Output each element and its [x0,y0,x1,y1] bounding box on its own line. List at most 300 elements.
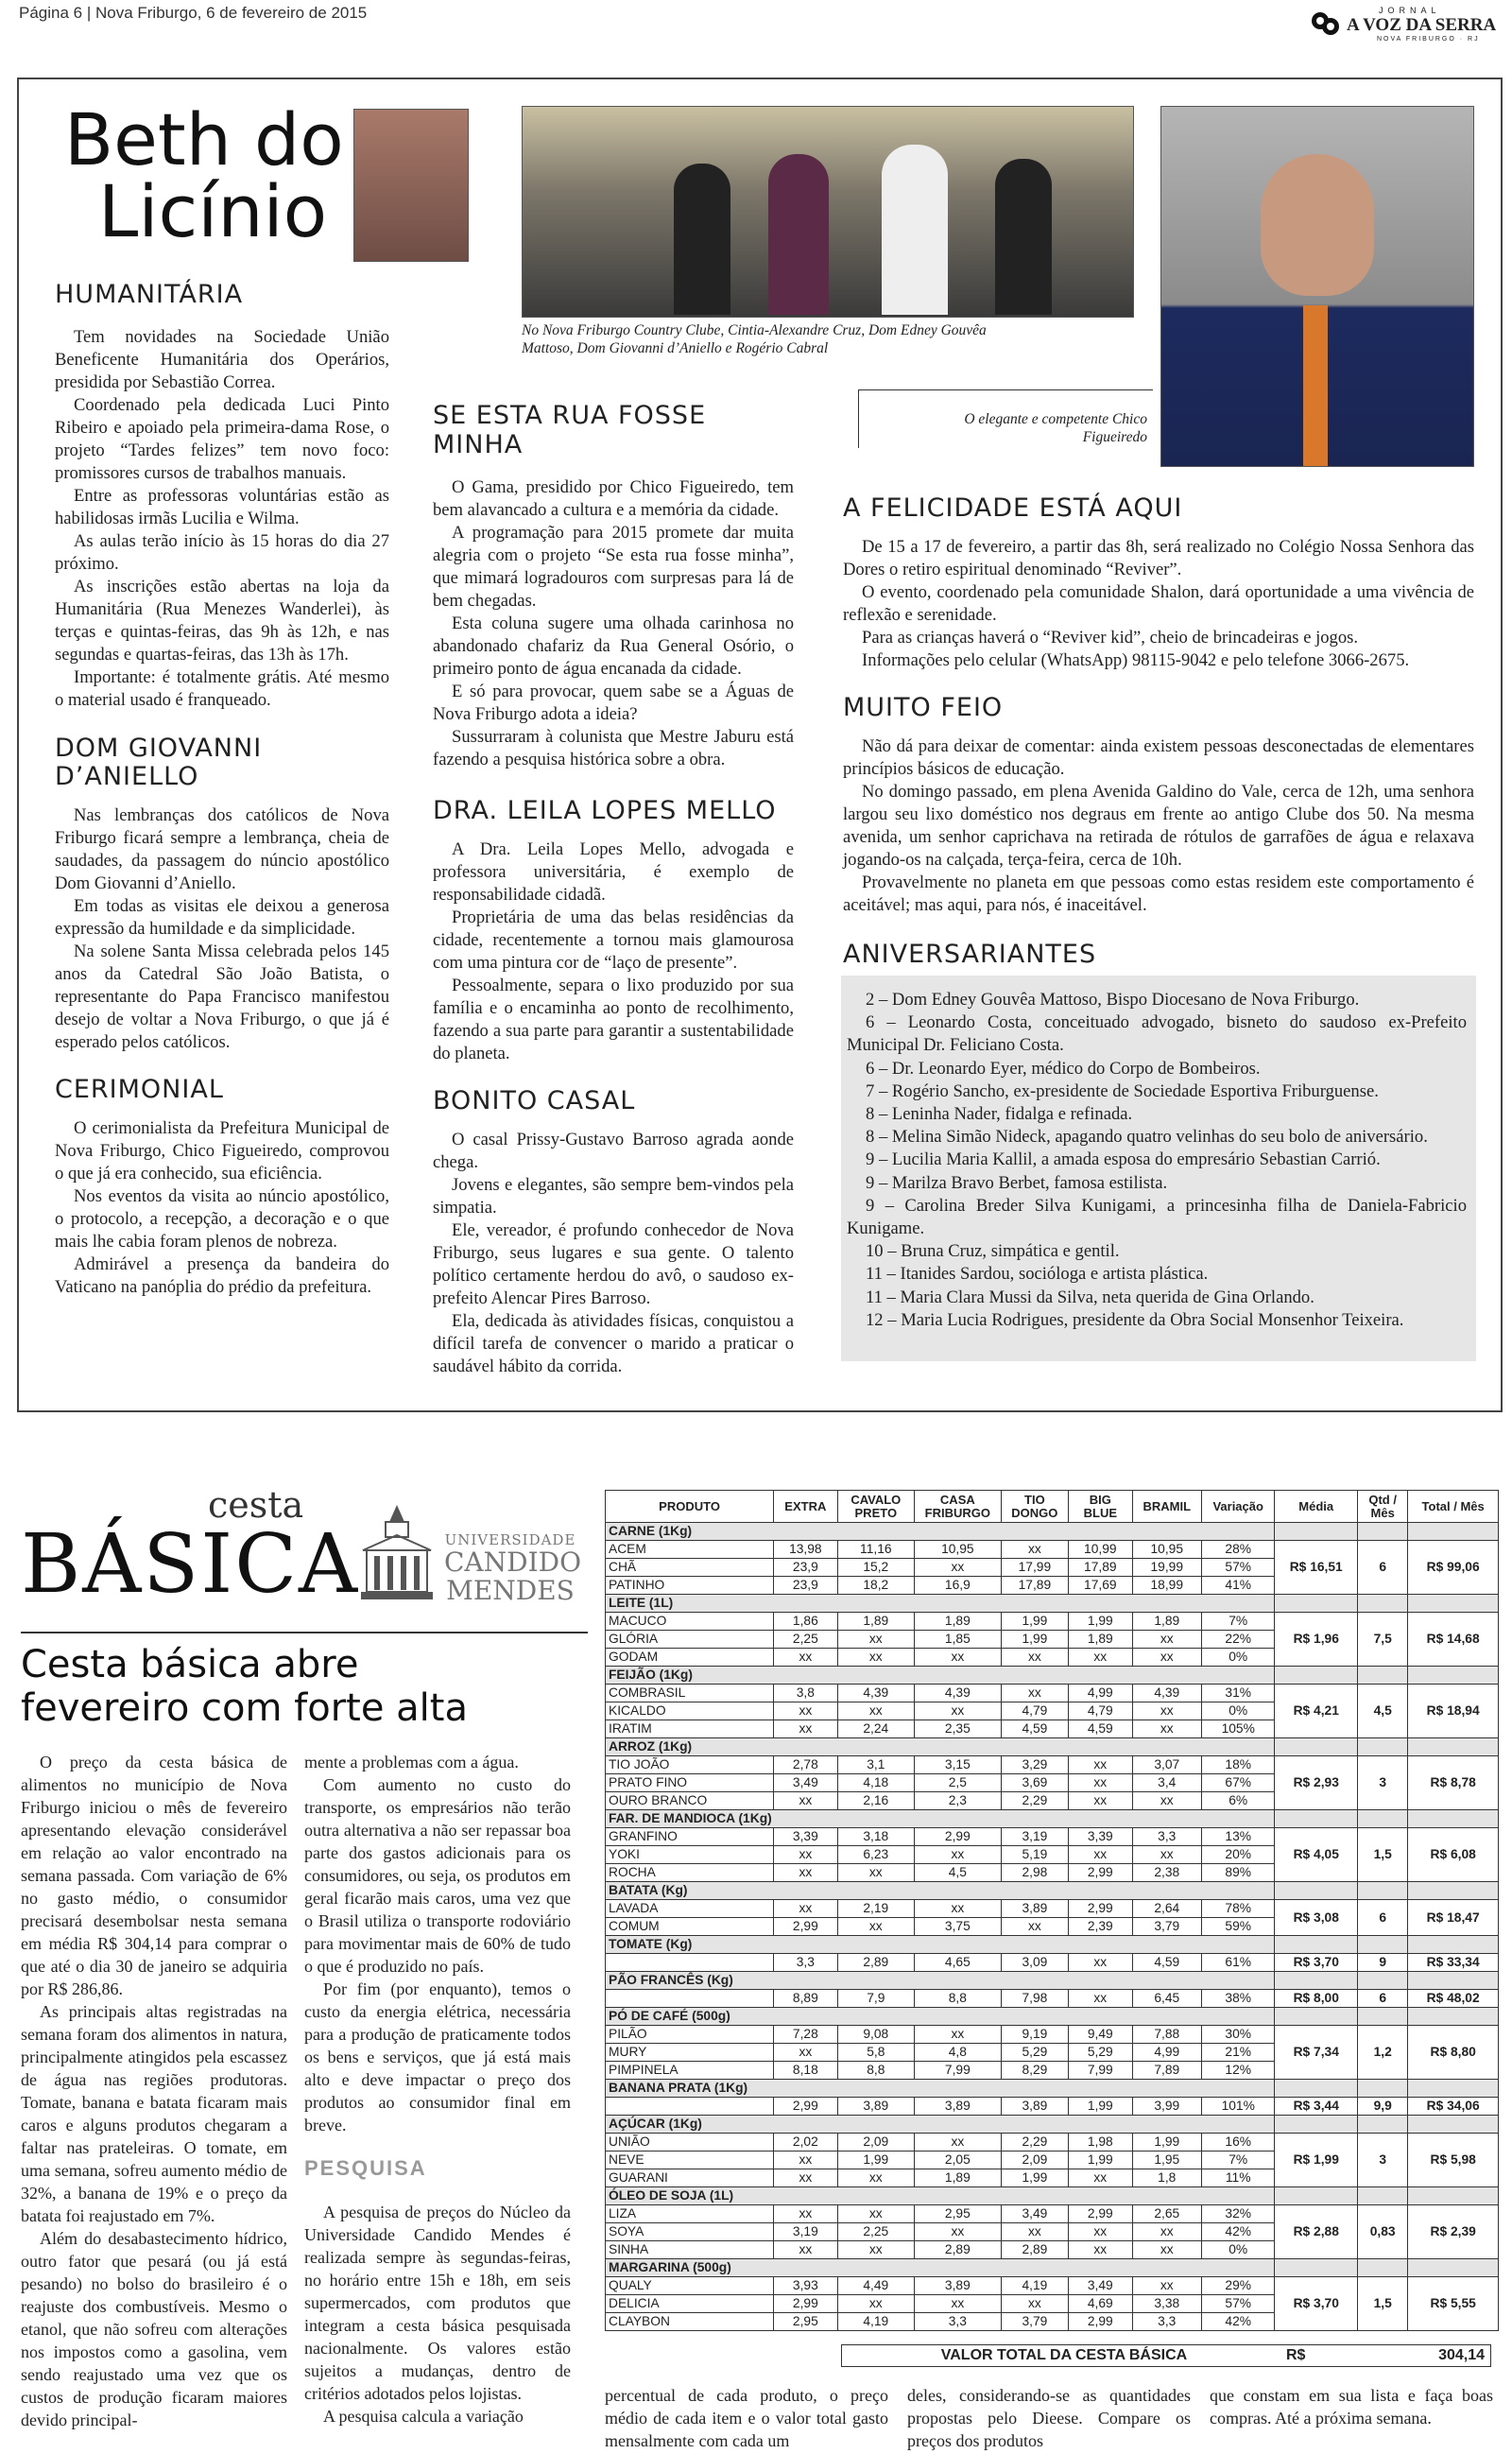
product-name: GUARANI [606,2169,774,2187]
group-empty-cell [1275,1738,1358,1756]
paragraph: Entre as professoras voluntárias estão as habilidosas irmãs Lucilia e Wilma. [55,486,389,528]
group-empty-cell [1275,2116,1358,2134]
group-name: PÓ DE CAFÉ (500g) [606,2008,1275,2026]
price-cell: 3,49 [774,1774,837,1792]
price-cell: 1,89 [1132,1613,1201,1631]
price-cell: 11% [1201,2169,1274,2187]
birthday-item: 7 – Rogério Sancho, ex-presidente de Sociedade Esportiva Friburguense. [866,1080,1379,1101]
price-cell: xx [774,2205,837,2223]
paragraph: O Gama, presidido por Chico Figueiredo, tem bem alavancado a cultura e a memória da cidade. [433,477,794,520]
paragraph: Em todas as visitas ele deixou a generosa expressão da humildade e da simplicidade. [55,896,389,939]
column-header: TIO DONGO [1001,1491,1068,1523]
price-cell: xx [1069,2241,1132,2259]
price-cell: 19,99 [1132,1559,1201,1577]
birthday-item: 8 – Leninha Nader, fidalga e refinada. [866,1104,1133,1125]
price-cell: 57% [1201,1559,1274,1577]
price-cell: xx [774,1846,837,1864]
paragraph: Coordenado pela dedicada Luci Pinto Ribeiro e apoiado pela primeira-dama Rose, o projeto “Tardes felizes” tem novo foco: promissores cursos de trabalhos manuais. [55,395,389,483]
price-cell: 7,98 [1001,1990,1068,2008]
price-cell: 3,07 [1132,1756,1201,1774]
group-name: FEIJÃO (1Kg) [606,1667,1275,1685]
section-heading: SE ESTA RUA FOSSE MINHA [433,401,707,459]
masthead-left: Página 6 | Nova Friburgo, 6 de fevereiro de 2015 [19,4,368,22]
section-heading: MUITO FEIO [843,693,1004,722]
paragraph: E só para provocar, quem sabe se a Águas de Nova Friburgo adota a ideia? [433,682,794,724]
group-empty-cell [1358,2080,1408,2098]
group-row [606,2187,1499,2205]
price-cell: 2,29 [1001,2134,1068,2152]
group-name: PÃO FRANCÊS (Kg) [606,1972,1275,1990]
group-name: ARROZ (1Kg) [606,1738,1275,1756]
bottom-col-2: deles, considerando-se as quantidades propostas pelo Dieese. Compare os preços dos produtos [907,2386,1191,2450]
price-cell: 8,29 [1001,2062,1068,2080]
price-cell: 4,49 [837,2277,915,2295]
price-cell: 38% [1201,1990,1274,2008]
birthday-item: 10 – Bruna Cruz, simpática e gentil. [866,1241,1120,1262]
product-name: GODAM [606,1649,774,1667]
price-cell: xx [837,1918,915,1936]
birthday-item: 2 – Dom Edney Gouvêa Mattoso, Bispo Diocesano de Nova Friburgo. [866,990,1360,1010]
paragraph: As inscrições estão abertas na loja da Humanitária (Rua Menezes Wanderlei), às terças e quintas-feiras, das 9h às 12h, e nas segundas e quartas-feiras, das 13h às 17h. [55,577,389,665]
price-cell: xx [837,2241,915,2259]
price-cell: 20% [1201,1846,1274,1864]
group-row [606,1523,1499,1541]
price-cell: 61% [1201,1954,1274,1972]
price-cell: 4,65 [915,1954,1002,1972]
price-cell: 41% [1201,1577,1274,1595]
price-cell: 1,99 [1001,2169,1068,2187]
total-cell: R$ 5,55 [1408,2277,1499,2331]
product-name: OURO BRANCO [606,1792,774,1810]
price-cell: xx [774,1792,837,1810]
total-cell: R$ 48,02 [1408,1990,1499,2008]
left-column [55,280,389,1299]
price-cell: xx [1069,1846,1132,1864]
column-header: CAVALO PRETO [837,1491,915,1523]
product-name: NEVE [606,2152,774,2169]
price-cell: xx [1069,2223,1132,2241]
price-cell: 3,49 [1001,2205,1068,2223]
qtd-cell: 9 [1358,1954,1408,1972]
group-empty-cell [1358,1810,1408,1828]
total-cell: R$ 8,80 [1408,2026,1499,2080]
paragraph: Ele, vereador, é profundo conhecedor de Nova Friburgo, seus lugares e sua gente. O talento político certamente herdou do avô, o saudoso ex-prefeito Alencar Pires Barroso. [433,1220,794,1308]
price-cell: xx [1069,1756,1132,1774]
birthdays-box [841,976,1476,1361]
column-header: Média [1275,1491,1358,1523]
media-cell: R$ 1,99 [1275,2134,1358,2187]
paragraph: Nos eventos da visita ao núncio apostólico, o protocolo, a recepção, a decoração e o que mais lhe cabia foram plenos de nobreza. [55,1186,389,1252]
price-table-wrap [605,1490,1499,2367]
price-cell: 3,3 [1132,1828,1201,1846]
price-cell: 3,15 [915,1756,1002,1774]
price-cell: xx [915,1702,1002,1720]
price-cell: 9,08 [837,2026,915,2044]
price-cell: 7,99 [915,2062,1002,2080]
paragraph: As principais altas registradas na semana foram dos alimentos in natura, principalmente atingidos pela escassez de água nas regiões produtoras. Tomate, banana e batata ficaram mais caros e alguns produtos chegaram a faltar nas prateleiras. O tomate, em uma semana, sofreu aumento médio de 32%, a banana de 19% e o preço da batata foi reajustado em 7%. [21,2002,287,2225]
group-photo [522,106,1134,318]
price-cell: 4,79 [1001,1702,1068,1720]
table-row [606,2277,1499,2295]
paragraph: O casal Prissy-Gustavo Barroso agrada aonde chega. [433,1130,794,1172]
price-cell: xx [774,1702,837,1720]
price-cell: 21% [1201,2044,1274,2062]
price-cell: 67% [1201,1774,1274,1792]
paragraph: Pessoalmente, separa o lixo produzido por sua família e o encaminha ao ponto de recolhimento, fazendo a sua parte para garantir a sustentabilidade do planeta. [433,976,794,1063]
price-cell: 3,38 [1132,2295,1201,2313]
paragraph: Proprietária de uma das belas residências da cidade, recentemente a tornou mais glamourosa com uma pintura cor de “laço de presente”. [433,907,794,973]
birthday-item: 12 – Maria Lucia Rodrigues, presidente da Obra Social Monsenhor Teixeira. [866,1309,1404,1330]
price-cell: 3,69 [1001,1774,1068,1792]
group-empty-cell [1408,2187,1499,2205]
price-cell: 3,29 [1001,1756,1068,1774]
price-cell: 2,38 [1132,1864,1201,1882]
group-empty-cell [1275,1595,1358,1613]
group-empty-cell [1275,1810,1358,1828]
price-cell: xx [774,2169,837,2187]
price-cell: xx [915,2026,1002,2044]
logo-mark-icon [1309,8,1341,42]
price-cell: xx [1132,1846,1201,1864]
table-row [606,2098,1499,2116]
price-cell: xx [1132,2277,1201,2295]
price-cell: 105% [1201,1720,1274,1738]
price-cell: 1,8 [1132,2169,1201,2187]
cesta-title: BÁSICA [21,1517,360,1612]
price-cell: 9,19 [1001,2026,1068,2044]
price-cell: 4,59 [1001,1720,1068,1738]
price-cell: 4,59 [1132,1954,1201,1972]
price-cell: 2,99 [774,2098,837,2116]
price-cell: 1,95 [1132,2152,1201,2169]
price-cell: 3,1 [837,1756,915,1774]
price-cell: 3,39 [1069,1828,1132,1846]
paragraph: A pesquisa calcula a variação [323,2407,524,2426]
price-cell: xx [915,1846,1002,1864]
price-cell: 6% [1201,1792,1274,1810]
birthday-item: 11 – Itanides Sardou, socióloga e artista plástica. [866,1264,1209,1285]
group-empty-cell [1275,2080,1358,2098]
price-cell: xx [774,1900,837,1918]
group-name: BATATA (Kg) [606,1882,1275,1900]
total-cell: R$ 5,98 [1408,2134,1499,2187]
price-cell: 9,49 [1069,2026,1132,2044]
price-cell: 3,3 [915,2313,1002,2331]
product-name: DELICIA [606,2295,774,2313]
product-name: YOKI [606,1846,774,1864]
university-line-1: UNIVERSIDADE [444,1531,576,1548]
logo-sub: NOVA FRIBURGO · RJ [1377,36,1480,43]
section-heading: DOM GIOVANNI D’ANIELLO [55,734,263,791]
birthday-item: 9 – Marilza Bravo Berbet, famosa estilista. [866,1172,1168,1193]
group-name: MARGARINA (500g) [606,2259,1275,2277]
logo-text: A VOZ DA SERRA [1347,15,1497,35]
column-header: Qtd / Mês [1358,1491,1408,1523]
price-cell: 1,99 [837,2152,915,2169]
birthday-item: 9 – Carolina Breder Silva Kunigami, a princesinha filha de Daniela-Fabricio Kunigame. [847,1195,1467,1239]
price-cell: 7% [1201,1613,1274,1631]
birthday-item: 9 – Lucilia Maria Kallil, a amada esposa do empresário Sebastian Carrió. [866,1149,1381,1170]
qtd-cell: 9,9 [1358,2098,1408,2116]
right-column [843,493,1474,969]
group-row [606,1810,1499,1828]
total-cell: R$ 99,06 [1408,1541,1499,1595]
table-row [606,1613,1499,1631]
section-heading: A FELICIDADE ESTÁ AQUI [843,493,1183,523]
price-cell: 23,9 [774,1577,837,1595]
price-cell: xx [774,2044,837,2062]
price-cell: 3,93 [774,2277,837,2295]
price-cell: 10,99 [1069,1541,1132,1559]
group-empty-cell [1408,1882,1499,1900]
price-table-body [606,1523,1499,2331]
group-row [606,1595,1499,1613]
price-cell: 3,39 [774,1828,837,1846]
price-cell: 4,19 [837,2313,915,2331]
table-row [606,1541,1499,1559]
qtd-cell: 1,2 [1358,2026,1408,2080]
paragraph: Para as crianças haverá o “Reviver kid”, cheio de brincadeiras e jogos. [862,628,1359,648]
paragraph: A Dra. Leila Lopes Mello, advogada e professora universitária, é exemplo de responsabilidade cidadã. [433,839,794,905]
product-name [606,1954,774,1972]
price-cell: xx [1132,1792,1201,1810]
bottom-col-1: percentual de cada produto, o preço médio de cada item e o valor total gasto mensalmente com cada um [605,2386,888,2450]
paragraph: Nas lembranças dos católicos de Nova Friburgo ficará sempre a lembrança, cheia de saudades, da passagem do núncio apostólico Dom Giovanni d’Aniello. [55,805,389,893]
paragraph: As aulas terão início às 15 horas do dia 27 próximo. [55,531,389,574]
paragraph: mente a problemas com a água. [304,1753,519,1771]
price-cell: xx [1132,1649,1201,1667]
price-cell: 2,99 [774,2295,837,2313]
price-cell: 2,16 [837,1792,915,1810]
section-heading: CERIMONIAL [55,1075,224,1104]
price-cell: 1,99 [1001,1613,1068,1631]
price-cell: 3,79 [1132,1918,1201,1936]
price-cell: xx [1069,1990,1132,2008]
price-cell: 3,09 [1001,1954,1068,1972]
price-cell: 4,18 [837,1774,915,1792]
group-empty-cell [1408,1936,1499,1954]
table-header-row [606,1491,1499,1523]
price-cell: 2,95 [774,2313,837,2331]
price-cell: 42% [1201,2223,1274,2241]
column-header: Total / Mês [1408,1491,1499,1523]
price-cell: xx [1132,1702,1201,1720]
price-cell: 2,78 [774,1756,837,1774]
column-header: BRAMIL [1132,1491,1201,1523]
price-cell: 8,8 [837,2062,915,2080]
birthday-item: 6 – Dr. Leonardo Eyer, médico do Corpo de Bombeiros. [866,1058,1261,1079]
title-line-1: Beth do [64,97,344,181]
paragraph: A programação para 2015 promete dar muita alegria com o projeto “Se esta rua fosse minha”, que mimará logradouros com surpresas para lá de bem chegadas. [433,523,794,611]
table-row [606,1954,1499,1972]
price-cell: 12% [1201,2062,1274,2080]
product-name: CLAYBON [606,2313,774,2331]
media-cell: R$ 2,93 [1275,1756,1358,1810]
group-empty-cell [1358,1523,1408,1541]
price-cell: 3,18 [837,1828,915,1846]
cesta-headline: Cesta básica abre fevereiro com forte alta [21,1643,468,1730]
price-cell: xx [1001,1541,1068,1559]
price-cell: 2,65 [1132,2205,1201,2223]
group-row [606,1936,1499,1954]
price-cell: 2,02 [774,2134,837,2152]
price-cell: 4,59 [1069,1720,1132,1738]
price-cell: xx [915,2223,1002,2241]
price-cell: 3,3 [774,1954,837,1972]
product-name: COMUM [606,1918,774,1936]
price-cell: 16% [1201,2134,1274,2152]
group-empty-cell [1358,1738,1408,1756]
price-cell: 1,86 [774,1613,837,1631]
group-empty-cell [1275,2008,1358,2026]
group-empty-cell [1408,2116,1499,2134]
price-cell: xx [1001,2223,1068,2241]
price-cell: 3,19 [774,2223,837,2241]
price-cell: xx [774,1649,837,1667]
product-name: MACUCO [606,1613,774,1631]
price-cell: 7,88 [1132,2026,1201,2044]
price-cell: 32% [1201,2205,1274,2223]
table-row [606,1900,1499,1918]
group-row [606,1667,1499,1685]
qtd-cell: 6 [1358,1900,1408,1936]
group-name: BANANA PRATA (1Kg) [606,2080,1275,2098]
group-name: FAR. DE MANDIOCA (1Kg) [606,1810,1275,1828]
price-cell: 2,3 [915,1792,1002,1810]
price-cell: 5,8 [837,2044,915,2062]
price-cell: 0% [1201,1702,1274,1720]
column-header: CASA FRIBURGO [915,1491,1002,1523]
price-cell: 0% [1201,1649,1274,1667]
total-label: VALOR TOTAL DA CESTA BÁSICA [940,2347,1188,2363]
paragraph: Admirável a presença da bandeira do Vaticano na panóplia do prédio da prefeitura. [55,1254,389,1297]
group-empty-cell [1275,1882,1358,1900]
product-name: GLÓRIA [606,1631,774,1649]
birthday-item: 11 – Maria Clara Mussi da Silva, neta querida de Gina Orlando. [866,1287,1314,1307]
price-cell: xx [1132,1631,1201,1649]
price-cell: 4,99 [1132,2044,1201,2062]
bottom-col-3: que constam em sua lista e faça boas compras. Até a próxima semana. [1210,2386,1493,2428]
price-cell: xx [1069,1649,1132,1667]
price-cell: 7,89 [1132,2062,1201,2080]
group-name: ÓLEO DE SOJA (1L) [606,2187,1275,2205]
price-cell: xx [1001,1685,1068,1702]
media-cell: R$ 16,51 [1275,1541,1358,1595]
column-header: PRODUTO [606,1491,774,1523]
product-name: GRANFINO [606,1828,774,1846]
price-cell: 17,89 [1069,1559,1132,1577]
price-cell: xx [774,2152,837,2169]
price-cell: 1,98 [1069,2134,1132,2152]
group-name: LEITE (1L) [606,1595,1275,1613]
paragraph: De 15 a 17 de fevereiro, a partir das 8h, será realizado no Colégio Nossa Senhora das Dores o retiro espiritual denominado “Reviver”. [843,537,1474,579]
price-cell: xx [1069,1792,1132,1810]
media-cell: R$ 3,70 [1275,1954,1358,1972]
group-empty-cell [1275,1936,1358,1954]
group-empty-cell [1408,1523,1499,1541]
group-name: AÇÚCAR (1Kg) [606,2116,1275,2134]
columnist-photo [353,109,469,262]
price-cell: 1,99 [1069,2152,1132,2169]
product-name: LAVADA [606,1900,774,1918]
product-name: PILÃO [606,2026,774,2044]
total-cell: R$ 6,08 [1408,1828,1499,1882]
price-cell: xx [915,1649,1002,1667]
price-cell: xx [915,1559,1002,1577]
price-cell: 6,23 [837,1846,915,1864]
paragraph: No domingo passado, em plena Avenida Galdino do Vale, cerca de 12h, uma senhora largou seu lixo doméstico nos degraus em frente ao antigo Clube dos 50. Na mesma avenida, um senhor caprichava na retirada de rótulos de garrafões de água e relaxava jogando-os na calçada, terça-feira, cerca de 10h. [843,782,1474,870]
price-cell: 2,24 [837,1720,915,1738]
price-cell: 59% [1201,1918,1274,1936]
table-row [606,2026,1499,2044]
price-cell: 6,45 [1132,1990,1201,2008]
price-cell: 1,85 [915,1631,1002,1649]
price-cell: 10,95 [915,1541,1002,1559]
price-cell: 2,25 [774,1631,837,1649]
price-cell: xx [837,1864,915,1882]
price-cell: 11,16 [837,1541,915,1559]
media-cell: R$ 7,34 [1275,2026,1358,2080]
price-cell: xx [1132,1720,1201,1738]
group-name: CARNE (1Kg) [606,1523,1275,1541]
paragraph: O evento, coordenado pela comunidade Shalon, dará oportunidade a uma vivência de reflexão e serenidade. [843,582,1474,625]
price-cell: 1,99 [1069,1613,1132,1631]
price-cell: 4,79 [1069,1702,1132,1720]
price-cell: 3,8 [774,1685,837,1702]
price-cell: 57% [1201,2295,1274,2313]
group-row [606,2116,1499,2134]
total-cell: R$ 18,47 [1408,1900,1499,1936]
media-cell: R$ 1,96 [1275,1613,1358,1667]
price-cell: 2,89 [915,2241,1002,2259]
price-cell: 7,99 [1069,2062,1132,2080]
qtd-cell: 1,5 [1358,2277,1408,2331]
group-empty-cell [1358,1972,1408,1990]
group-row [606,1882,1499,1900]
university-logo [444,1531,582,1606]
mid-column [433,401,794,1378]
price-cell: 3,99 [1132,2098,1201,2116]
paragraph: Esta coluna sugere uma olhada carinhosa no abandonado chafariz da Rua General Osório, o primeiro ponto de água encanada da cidade. [433,614,794,679]
cesta-kicker: cesta [208,1484,304,1526]
media-cell: R$ 2,88 [1275,2205,1358,2259]
price-cell: 1,99 [1132,2134,1201,2152]
price-cell: 13% [1201,1828,1274,1846]
qtd-cell: 7,5 [1358,1613,1408,1667]
group-empty-cell [1358,1882,1408,1900]
price-cell: xx [1001,2295,1068,2313]
price-cell: 101% [1201,2098,1274,2116]
price-cell: 2,09 [837,2134,915,2152]
paragraph: Não dá para deixar de comentar: ainda existem pessoas desconectadas de elementares princípios básicos de educação. [843,736,1474,779]
price-cell: 16,9 [915,1577,1002,1595]
portrait-caption: O elegante e competente Chico Figueiredo [964,411,1147,445]
total-cell: R$ 33,34 [1408,1954,1499,1972]
caption-pointer-v [858,389,859,448]
group-empty-cell [1358,1595,1408,1613]
price-cell: 2,5 [915,1774,1002,1792]
section-heading: BONITO CASAL [433,1086,636,1115]
cesta-col-2 [304,1751,571,2428]
cesta-col-1 [21,1751,287,2431]
price-cell: 2,95 [915,2205,1002,2223]
media-cell: R$ 3,08 [1275,1900,1358,1936]
group-empty-cell [1408,2259,1499,2277]
price-cell: 3,89 [837,2098,915,2116]
price-cell: xx [1069,1774,1132,1792]
price-cell: 4,5 [915,1864,1002,1882]
birthday-item: 8 – Melina Simão Nideck, apagando quatro velinhas do seu bolo de aniversário. [866,1127,1428,1148]
